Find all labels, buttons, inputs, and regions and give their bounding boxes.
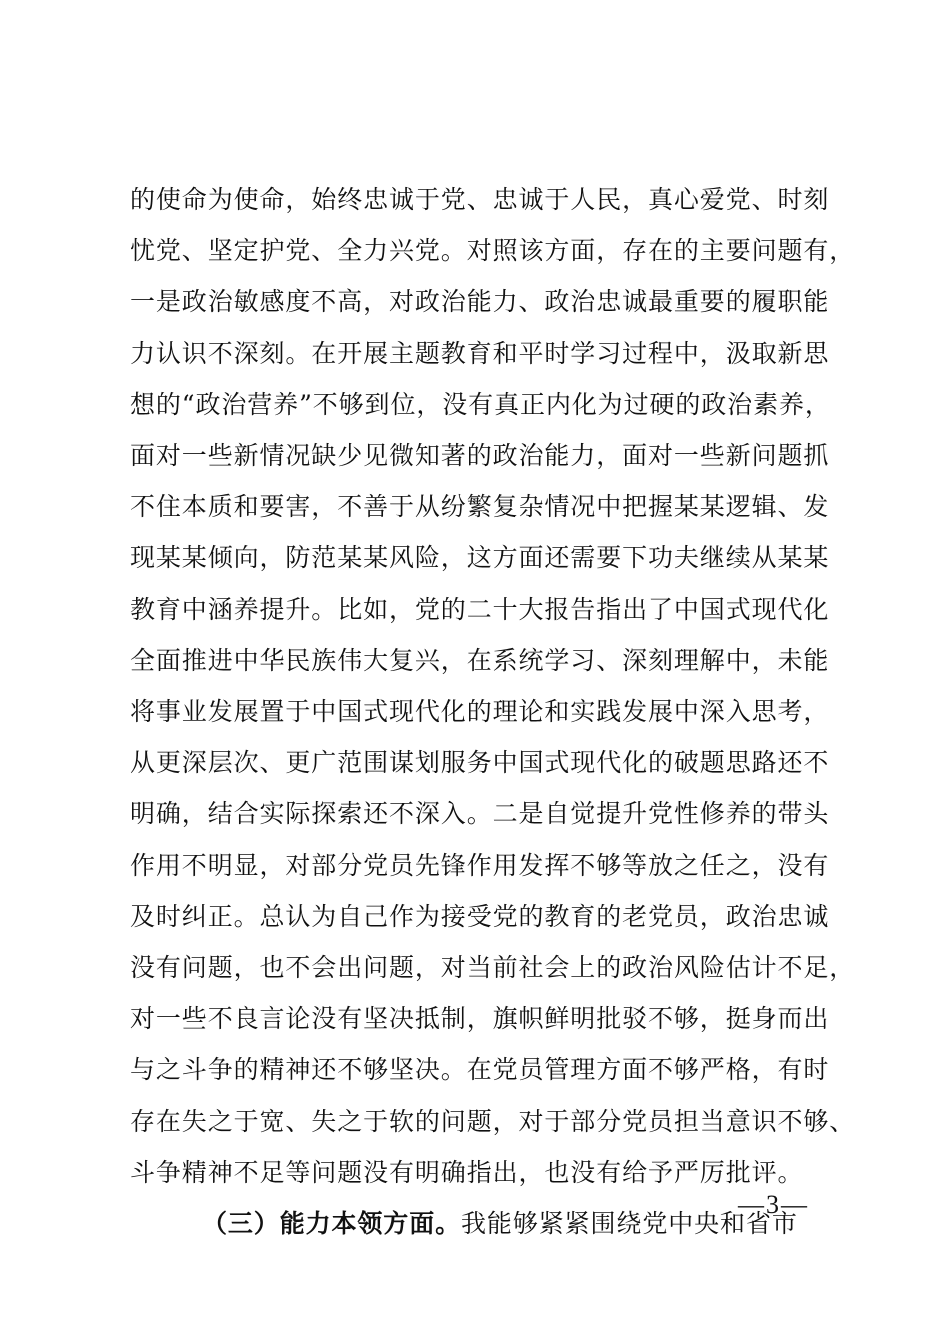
- text-line: 从更深层次、更广范围谋划服务中国式现代化的破题思路还不: [130, 748, 830, 778]
- text-line: 对一些不良言论没有坚决抵制，旗帜鲜明批驳不够，挺身而出: [130, 1004, 830, 1034]
- text-line: 没有问题，也不会出问题，对当前社会上的政治风险估计不足，: [130, 953, 856, 983]
- text-line: 作用不明显，对部分党员先锋作用发挥不够等放之任之，没有: [130, 850, 830, 880]
- text-line: 存在失之于宽、失之于软的问题，对于部分党员担当意识不够、: [130, 1106, 856, 1136]
- text-line: 明确，结合实际探索还不深入。二是自觉提升党性修养的带头: [130, 799, 830, 829]
- text-line: 面对一些新情况缺少见微知著的政治能力，面对一些新问题抓: [130, 441, 830, 471]
- text-line: 斗争精神不足等问题没有明确指出，也没有给予严厉批评。: [130, 1157, 804, 1187]
- text-line: 的使命为使命，始终忠诚于党、忠诚于人民，真心爱党、时刻: [130, 185, 830, 214]
- text-line: 想的“政治营养”不够到位，没有真正内化为过硬的政治素养，: [130, 389, 831, 419]
- text-line: 教育中涵养提升。比如，党的二十大报告指出了中国式现代化: [130, 594, 830, 624]
- text-line: 不住本质和要害，不善于从纷繁复杂情况中把握某某逻辑、发: [130, 492, 830, 522]
- text-line: 与之斗争的精神还不够坚决。在党员管理方面不够严格，有时: [130, 1055, 830, 1085]
- section-text: 我能够紧紧围绕党中央和省市: [461, 1209, 798, 1239]
- text-line: 全面推进中华民族伟大复兴，在系统学习、深刻理解中，未能: [130, 645, 830, 675]
- text-line: 现某某倾向，防范某某风险，这方面还需要下功夫继续从某某: [130, 543, 830, 573]
- body-text: [130, 174, 920, 1249]
- text-line: 一是政治敏感度不高，对政治能力、政治忠诚最重要的履职能: [130, 287, 830, 317]
- text-line: 力认识不深刻。在开展主题教育和平时学习过程中，汲取新思: [130, 338, 830, 368]
- text-line: 及时纠正。总认为自己作为接受党的教育的老党员，政治忠诚: [130, 901, 830, 931]
- text-line: 将事业发展置于中国式现代化的理论和实践发展中深入思考，: [130, 697, 830, 727]
- page-number: —3—: [738, 1190, 809, 1219]
- text-line: 忧党、坚定护党、全力兴党。对照该方面，存在的主要问题有，: [130, 236, 856, 266]
- section-heading: （三）能力本领方面。: [202, 1209, 462, 1239]
